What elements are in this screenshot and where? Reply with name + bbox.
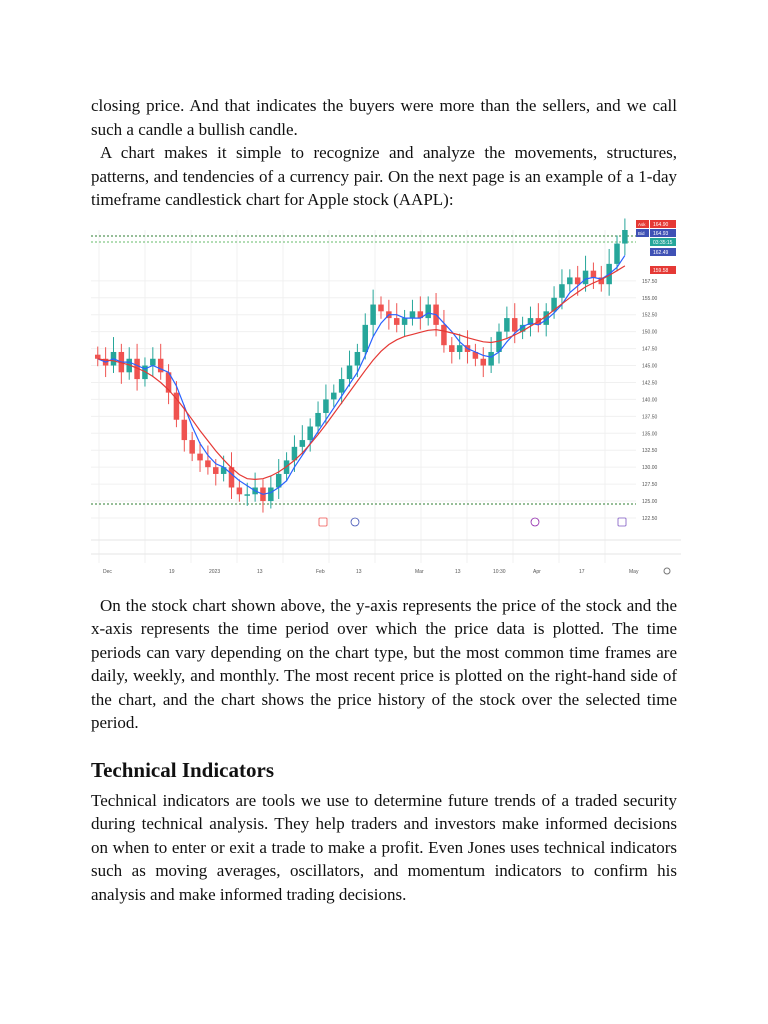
y-tick-label: 127.50 — [642, 481, 658, 488]
candle-body — [410, 311, 416, 318]
candle-body — [488, 351, 494, 365]
y-tick-label: 142.50 — [642, 379, 658, 386]
y-tick-label: 157.50 — [642, 278, 658, 285]
gear-icon — [664, 568, 670, 574]
x-tick-label: Apr — [533, 568, 541, 575]
candle-body — [307, 426, 313, 440]
y-tick-label: 147.50 — [642, 346, 658, 353]
candle-body — [425, 304, 431, 318]
candle-body — [614, 243, 620, 263]
x-tick-label: Mar — [415, 568, 424, 575]
y-tick-label: 122.50 — [642, 515, 658, 522]
candle-body — [339, 379, 345, 393]
candle-body — [583, 270, 589, 284]
price-tag-label: 03:35:15 — [653, 239, 673, 246]
x-tick-label: 13 — [257, 568, 263, 575]
earnings-marker-icon — [319, 518, 327, 526]
x-tick-label: 19 — [169, 568, 175, 575]
y-tick-label: 132.50 — [642, 447, 658, 454]
section-heading: Technical Indicators — [91, 757, 274, 782]
candle-body — [575, 277, 581, 284]
candle-body — [205, 460, 211, 467]
dividend-marker-icon — [351, 518, 359, 526]
candle-body — [512, 318, 518, 332]
candle-body — [504, 318, 510, 332]
candle-body — [567, 277, 573, 284]
candle-body — [315, 412, 321, 426]
candle-body — [402, 318, 408, 325]
y-tick-label: 135.00 — [642, 430, 658, 437]
price-tag-prefix: Bid — [638, 230, 645, 236]
candle-body — [370, 304, 376, 324]
y-tick-label: 150.00 — [642, 329, 658, 336]
candle-body — [481, 358, 487, 365]
price-tag-label: 162.49 — [653, 249, 669, 256]
x-tick-label: Feb — [316, 568, 325, 575]
x-tick-label: May — [629, 568, 639, 575]
candle-body — [331, 392, 337, 399]
candle-body — [363, 324, 369, 351]
y-tick-label: 137.50 — [642, 413, 658, 420]
chart-svg — [91, 218, 681, 590]
candle-body — [441, 324, 447, 344]
candle-body — [213, 467, 219, 474]
x-tick-label: Dec — [103, 568, 112, 575]
candle-body — [189, 440, 195, 454]
x-tick-label: 2023 — [209, 568, 221, 575]
x-tick-label: 17 — [579, 568, 585, 575]
candle-body — [237, 487, 243, 494]
candle-body — [378, 304, 384, 311]
candle-body — [559, 284, 565, 298]
candle-body — [323, 399, 329, 413]
y-tick-label: 130.00 — [642, 464, 658, 471]
y-tick-label: 155.00 — [642, 295, 658, 302]
x-tick-label: 13 — [455, 568, 461, 575]
candle-body — [182, 419, 188, 439]
candle-body — [197, 453, 203, 460]
candle-body — [622, 230, 628, 244]
price-tag-label: 159.58 — [653, 267, 669, 274]
aapl-candlestick-chart — [91, 218, 681, 590]
candle-body — [591, 270, 597, 277]
candle-body — [268, 487, 274, 501]
price-tag-label: 164.90 — [653, 221, 669, 228]
candle-body — [95, 354, 101, 358]
paragraph-chart-intro: A chart makes it simple to recognize and analyze the movements, structures, patterns, and tendencies of a currency pair. On the next page is an example of a 1-day timeframe candlestick chart for Apple stock (AAPL): — [91, 143, 677, 209]
candle-body — [244, 494, 250, 496]
candle-body — [457, 345, 463, 352]
y-tick-label: 145.00 — [642, 363, 658, 370]
paragraph-intro: closing price. And that indicates the buyers were more than the sellers, and we call such a candle a bullish candle. — [91, 96, 677, 139]
x-tick-label: 10:30 — [493, 568, 506, 575]
x-tick-label: 13 — [356, 568, 362, 575]
earnings-marker-icon — [618, 518, 626, 526]
document-page — [91, 94, 677, 906]
paragraph-technical-indicators: Technical indicators are tools we use to determine future trends of a traded security during technical analysis. They help traders and investors make informed decisions on when to enter or exit a trade to make a profit. Even Jones uses technical indicators such as moving averages, oscillators, and momentum indicators to confirm his analysis and make informed trading decisions. — [91, 790, 677, 904]
candle-body — [150, 358, 156, 365]
price-tag-prefix: Ask — [638, 221, 646, 227]
candle-body — [449, 345, 455, 352]
candle-body — [355, 351, 361, 365]
price-tag-label: 164.93 — [653, 230, 669, 237]
paragraph-chart-explanation: On the stock chart shown above, the y-axis represents the price of the stock and the x-axis represents the time period over which the price data is plotted. The time periods can vary depending on the chart type, but the most common time frames are daily, weekly, and monthly. The most recent price is plotted on the right-hand side of the chart, and the chart shows the price history of the stock over the selected time period. — [91, 595, 677, 732]
y-tick-label: 125.00 — [642, 498, 658, 505]
y-tick-label: 140.00 — [642, 396, 658, 403]
y-tick-label: 152.50 — [642, 312, 658, 319]
candle-body — [347, 365, 353, 379]
dividend-marker-icon — [531, 518, 539, 526]
candle-body — [394, 318, 400, 325]
candle-body — [300, 440, 306, 447]
